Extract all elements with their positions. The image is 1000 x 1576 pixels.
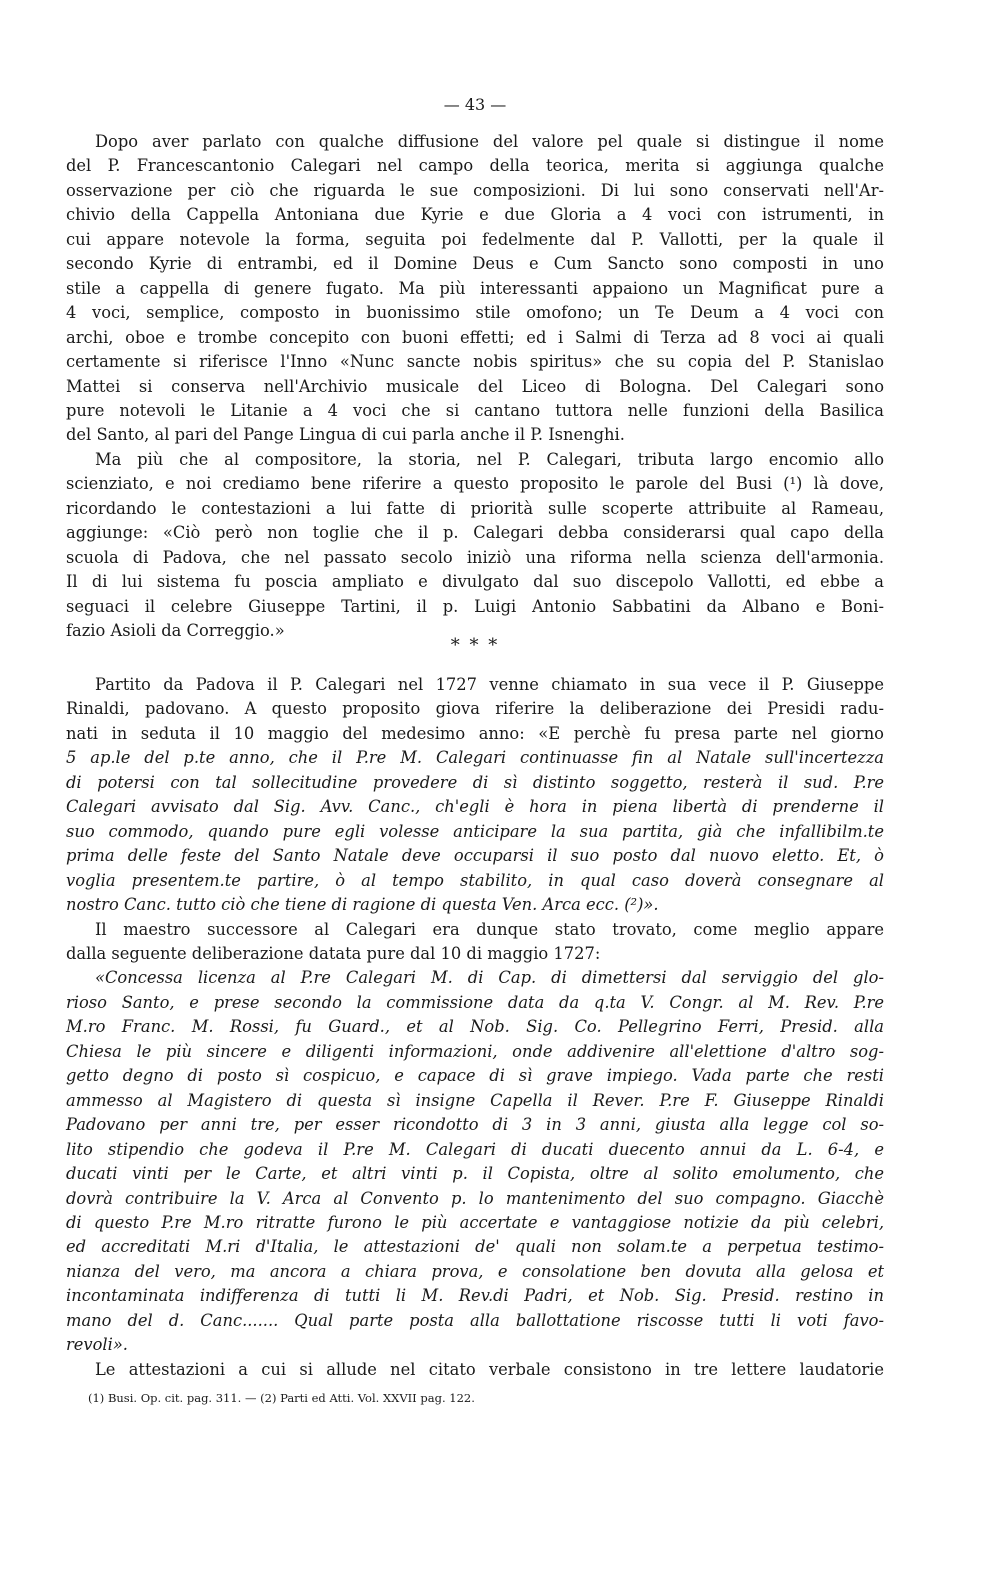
text-line: nati in seduta il 10 maggio del medesimo anno: «E perchè fu presa parte nel giorno [66, 723, 884, 743]
text-line: Ma più che al compositore, la storia, nel P. Calegari, tributa largo encomio allo [95, 449, 884, 469]
text-line: aggiunge: «Ciò però non toglie che il p. Calegari debba considerarsi qual capo della [66, 523, 884, 543]
text-line: ricordando le contestazioni a lui fatte di priorità sulle scoperte attribuite al Rameau, [66, 498, 884, 518]
text-line: scienziato, e noi crediamo bene riferire a questo proposito le parole del Busi (¹) là dove, [66, 474, 884, 494]
text-line: chivio della Cappella Antoniana due Kyrie e due Gloria a 4 voci con istrumenti, in [66, 205, 884, 225]
section-separator-asterism: * * * [450, 635, 500, 656]
text-line: certamente si riferisce l'Inno «Nunc sancte nobis spiritus» che su copia del P. Stanislao [66, 352, 884, 372]
text-line: nianza del vero, ma ancora a chiara prova, e consolatione ben dovuta alla gelosa et [66, 1261, 884, 1281]
text-line: dovrà contribuire la V. Arca al Convento p. lo mantenimento del suo compagno. Giacchè [66, 1188, 884, 1208]
text-line: archi, oboe e trombe concepito con buoni effetti; ed i Salmi di Terza ad 8 voci ai quali [66, 327, 884, 347]
text-line: Le attestazioni a cui si allude nel citato verbale consistono in tre lettere laudatorie [95, 1359, 884, 1379]
text-line: incontaminata indifferenza di tutti li M. Rev.di Padri, et Nob. Sig. Presid. restino in [66, 1286, 884, 1306]
text-line: Dopo aver parlato con qualche diffusione del valore pel quale si distingue il nome [95, 132, 884, 151]
text-line: del P. Francescantonio Calegari nel campo della teorica, merita si aggiunga qualche [66, 156, 884, 176]
text-line: Rinaldi, padovano. A questo proposito giova riferire la deliberazione dei Presidi radu- [66, 699, 884, 719]
text-line: dalla seguente deliberazione datata pure dal 10 di maggio 1727: [66, 943, 601, 963]
text-line: ed accreditati M.ri d'Italia, le attestazioni de' quali non solam.te a perpetua testimo- [66, 1237, 884, 1257]
section-rinaldi-appointment [66, 673, 884, 1382]
text-line: del Santo, al pari del Pange Lingua di cui parla anche il P. Isnenghi. [66, 425, 625, 445]
text-line: lito stipendio che godeva il P.re M. Calegari di ducati duecento annui da L. 6-4, e [66, 1139, 884, 1159]
text-line: Chiesa le più sincere e diligenti informazioni, onde addivenire all'elettione d'altro sog- [66, 1041, 884, 1061]
text-line: mano del d. Canc....... Qual parte posta alla ballottatione riscosse tutti li voti favo- [66, 1310, 884, 1330]
text-line: fazio Asioli da Correggio.» [66, 621, 285, 641]
page-number: — 43 — [443, 95, 507, 114]
text-line: suo commodo, quando pure egli volesse anticipare la sua partita, già che infallibilm.te [66, 821, 884, 841]
text-line: cui appare notevole la forma, seguita poi fedelmente dal P. Vallotti, per la quale il [66, 229, 884, 249]
text-line: pure notevoli le Litanie a 4 voci che si cantano tuttora nelle funzioni della Basilica [66, 400, 884, 420]
text-line: Padovano per anni tre, per esser ricondotto di 3 in 3 anni, giusta alla legge col so- [66, 1115, 884, 1135]
text-line: di questo P.re M.ro ritratte furono le più accertate e vantaggiose notizie da più celebri, [66, 1212, 884, 1232]
text-line: osservazione per ciò che riguarda le sue composizioni. Di lui sono conservati nell'Ar- [66, 180, 884, 200]
text-line: Il maestro successore al Calegari era dunque stato trovato, come meglio appare [95, 919, 884, 939]
text-line: 5 ap.le del p.te anno, che il P.re M. Calegari continuasse fin al Natale sull'incertezza [66, 748, 884, 768]
text-line: Calegari avvisato dal Sig. Avv. Canc., ch'egli è hora in piena libertà di prenderne il [66, 797, 884, 817]
text-line: revoli». [66, 1335, 128, 1355]
text-line: «Concessa licenza al P.re Calegari M. di Cap. di dimettersi dal serviggio del glo- [95, 968, 884, 988]
text-line: 4 voci, semplice, composto in buonissimo stile omofono; un Te Deum a 4 voci con [66, 303, 884, 323]
text-line: ammesso al Magistero di questa sì insigne Capella il Rever. P.re F. Giuseppe Rinaldi [66, 1090, 884, 1110]
text-line: Partito da Padova il P. Calegari nel 1727 venne chiamato in sua vece il P. Giuseppe [95, 675, 884, 694]
text-line: ducati vinti per le Carte, et altri vinti p. il Copista, oltre al solito emolumento, che [66, 1164, 884, 1184]
text-line: Mattei si conserva nell'Archivio musicale del Liceo di Bologna. Del Calegari sono [66, 376, 884, 396]
text-line: nostro Canc. tutto ciò che tiene di ragione di questa Ven. Arca ecc. (²)». [66, 895, 659, 915]
text-line: scuola di Padova, che nel passato secolo iniziò una riforma nella scienza dell'armonia. [66, 547, 884, 567]
text-line: getto degno di posto sì cospicuo, e capace di sì grave impiego. Vada parte che resti [66, 1066, 884, 1086]
text-line: Il di lui sistema fu poscia ampliato e divulgato dal suo discepolo Vallotti, ed ebbe a [66, 572, 884, 592]
text-line: prima delle feste del Santo Natale deve occuparsi il suo posto dal nuovo eletto. Et, ò [66, 846, 884, 866]
text-line: stile a cappella di genere fugato. Ma più interessanti appaiono un Magnificat pure a [66, 278, 884, 298]
text-line: voglia presentem.te partire, ò al tempo stabilito, in qual caso doverà consegnare al [66, 870, 884, 890]
text-line: secondo Kyrie di entrambi, ed il Domine Deus e Cum Sancto sono composti in uno [66, 254, 884, 274]
footnotes: (1) Busi. Op. cit. pag. 311. — (2) Parti ed Atti. Vol. XXVII pag. 122. [88, 1391, 475, 1405]
text-line: M.ro Franc. M. Rossi, fu Guard., et al Nob. Sig. Co. Pellegrino Ferri, Presid. alla [66, 1017, 884, 1037]
text-line: rioso Santo, e prese secondo la commissione data da q.ta V. Congr. al M. Rev. P.re [66, 992, 884, 1012]
text-line: seguaci il celebre Giuseppe Tartini, il p. Luigi Antonio Sabbatini da Albano e Boni- [66, 596, 884, 616]
section-calegari-compositions [66, 130, 884, 644]
text-line: di potersi con tal sollecitudine provedere di sì distinto soggetto, resterà il sud. P.re [66, 772, 884, 792]
